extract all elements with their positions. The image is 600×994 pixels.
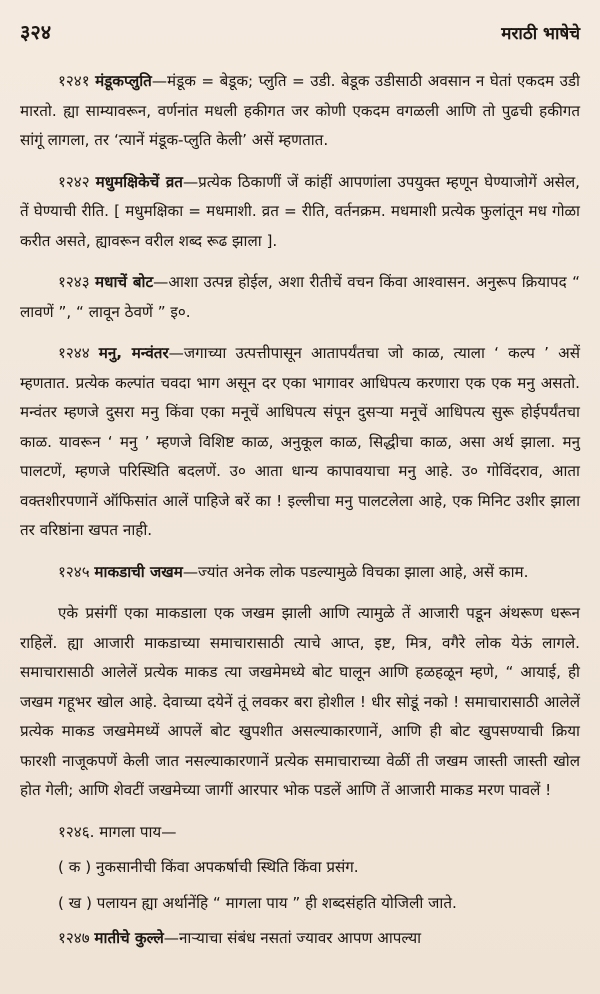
entry-text: —आशा उत्पन्न होईल, अशा रीतीचें वचन किंवा आश्वासन. अनुरूप क्रियापद “ लावणें ”, “ लावून ठेवणें ” इ०. — [20, 273, 581, 321]
entry-1246 — [20, 818, 580, 848]
entry-text: —नाऱ्याचा संबंध नसतां ज्यावर आपण आपल्या — [163, 929, 422, 947]
story-text: एके प्रसंगीं एका माकडाला एक जखम झाली आणि त्यामुळे तें आजारी पडून अंथरूण धरून राहिलें. ह्या आजारी माकडाच्या समाचारासाठी त्याचे आप्त, इष्ट, मित्र, वगैरे लोक येऊं लागले. समाचारासाठी आलेलें प्रत्येक माकड त्या जखमेमध्ये बोट घालून आणि हळहळून म्हणे, “ आयाई, ही जखम गहूभर खोल आहे. देवाच्या दयेनें तूं लवकर बरा होशील ! धीर सोडूं नको ! समाचारासाठी आलेलें प्रत्येक माकड जखमेमध्यें आपलें बोट खुपशीत असल्याकारणानें, आणि ही बोट खुपसण्याची क्रिया फारशी नाजूकपणें केली जात नसल्याकारणानें प्रत्येक समाचाराच्या वेळीं ती जखम जास्ती जास्ती खोल होत गेली; आणि शेवटीं जखमेच्या जागीं आरपार भोक पडलें आणि तें आजारी माकड मरण पावलें ! — [20, 604, 580, 799]
entry-number: १२४५ — [58, 562, 90, 581]
sub-item-ka: ( क ) नुकसानीची किंवा अपकर्षाची स्थिति किंवा प्रसंग. — [58, 858, 359, 876]
entry-headword: माकडाची जखम — [94, 562, 183, 581]
entry-number: १२४६. — [58, 822, 95, 841]
page-number: ३२४ — [20, 20, 52, 44]
entry-text: —ज्यांत अनेक लोक पडल्यामुळे विचका झाला आहे, असें काम. — [182, 562, 529, 581]
entry-headword: मागला पाय — [99, 822, 162, 841]
page-header — [20, 18, 580, 45]
entry-headword: मधुमक्षिकेचें व्रत — [95, 172, 183, 191]
entry-headword: मंडूकप्लुति — [95, 72, 152, 90]
entry-number: १२४२ — [58, 172, 90, 191]
entry-headword: मधाचें बोट — [95, 273, 154, 291]
entry-1245 — [20, 558, 580, 588]
sub-item-kha: ( ख ) पलायन ह्या अर्थानेंहि “ मागला पाय ” ही शब्दसंहति योजिली जाते. — [58, 893, 457, 912]
entry-text: —मंडूक = बेडूक; प्लुति = उडी. बेडूक उडीसाठी अवसान न घेतां एकदम उडी मारतो. ह्या साम्यावरून, वर्णनांत मधली हकीगत जर कोणी एकदम वगळली आणि तो पुढची हकीगत सांगूं लागला, तर ‘त्यानें मंडूक-प्लुति केली’ असें म्हणतात. — [20, 72, 580, 149]
entry-1241 — [20, 67, 580, 156]
entry-1244 — [20, 339, 580, 546]
entry-number: १२४७ — [58, 929, 90, 947]
entry-number: १२४३ — [58, 273, 90, 291]
entry-text: —प्रत्येक ठिकाणीं जें कांहीं आपणांला उपयुक्त म्हणून घेण्याजोगें असेल, तें घेण्याची रीति. [ मधुमक्षिका = मधमाशी. व्रत = रीति, वर्तनक्रम. मधमाशी प्रत्येक फुलांतून मध गोळा करीत असते, ह्यावरून वरील शब्द रूढ झाला ]. — [20, 172, 580, 250]
entry-1247 — [20, 924, 580, 954]
story-paragraph — [20, 599, 580, 806]
entry-dash: — — [161, 822, 177, 841]
entry-number: १२४१ — [58, 72, 90, 90]
entry-headword: मनु, मन्वंतर — [98, 344, 169, 362]
entry-number: १२४४ — [58, 344, 90, 362]
entry-1243 — [20, 268, 580, 327]
entry-headword: मातीचे कुल्ले — [94, 929, 164, 947]
entry-1242 — [20, 168, 580, 257]
running-title: मराठी भाषेचे — [501, 24, 580, 44]
entry-text: —जगाच्या उत्पत्तीपासून आतापर्यंतचा जो काळ, त्याला ‘ कल्प ’ असें म्हणतात. प्रत्येक कल्पांत चवदा भाग असून दर एका भागावर आधिपत्य करणारा एक एक मनु असतो. मन्वंतर म्हणजे दुसरा मनु किंवा एका मनूचें आधिपत्य संपून दुसऱ्या मनूचें आधिपत्य सुरू होईपर्यंतचा काळ. यावरून ‘ मनु ’ म्हणजे विशिष्ट काळ, अनुकूल काळ, सिद्धीचा काळ, असा अर्थ झाला. मनु पालटणें, म्हणजे परिस्थिति बदलणें. उ० आता धान्य कापावयाचा मनु आहे. उ० गोविंदराव, आता वक्तशीरपणानें ऑफिसांत आलें पाहिजे बरें का ! इल्लीचा मनु पालटलेला आहे, एक मिनिट उशीर झाला तर वरिष्ठांना खपत नाही. — [20, 344, 581, 539]
